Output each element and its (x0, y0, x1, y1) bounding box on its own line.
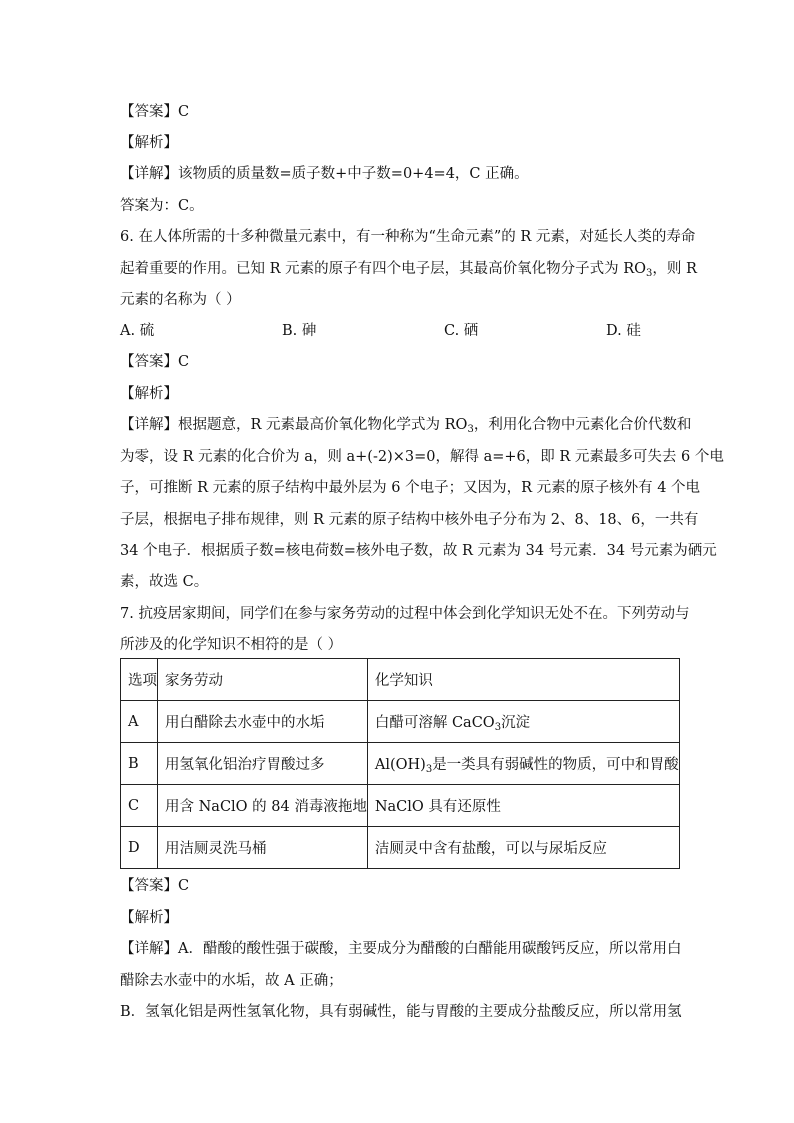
q6-option-a: A. 硫 (120, 323, 155, 339)
q6-detail-line-5: 34 个电子．根据质子数=核电荷数=核外电子数，故 R 元素为 34 号元素．34 号元素为硒元 (120, 543, 717, 559)
row-option: C (121, 785, 158, 827)
row-knowledge: NaClO 具有还原性 (367, 785, 679, 827)
q7-analysis-label: 【解析】 (120, 910, 178, 926)
table-row (121, 785, 680, 827)
q7-options-table (120, 658, 680, 869)
row-option: B (121, 743, 158, 785)
q7-answer: 【答案】C (120, 878, 190, 894)
row-knowledge: 洁厕灵中含有盐酸，可以与尿垢反应 (367, 827, 679, 869)
header-knowledge: 化学知识 (367, 659, 679, 701)
q6-stem-line-3: 元素的名称为（ ） (120, 292, 241, 308)
row-knowledge: $Al(OH)_3$是一类具有弱碱性的物质，可中和胃酸 (367, 743, 679, 785)
row-option: A (121, 701, 158, 743)
q5-answer: 【答案】C (120, 104, 190, 120)
row-labor: 用洁厕灵洗马桶 (158, 827, 368, 869)
q6-answer: 【答案】C (120, 354, 190, 370)
q7-detail-line-3: B．氢氧化铝是两性氢氧化物，具有弱碱性，能与胃酸的主要成分盐酸反应，所以常用氢 (120, 1004, 682, 1020)
q6-detail-line-3: 子，可推断 R 元素的原子结构中最外层为 6 个电子；又因为，R 元素的原子核外有 4 个电 (120, 480, 701, 496)
q6-option-c: C. 硒 (444, 323, 479, 339)
q5-answer-is: 答案为：C。 (120, 198, 204, 214)
q5-detail: 【详解】该物质的质量数=质子数+中子数=0+4=4，C 正确。 (120, 166, 529, 182)
table-row (121, 743, 680, 785)
header-labor: 家务劳动 (158, 659, 368, 701)
q6-analysis-label: 【解析】 (120, 386, 178, 402)
q6-stem-line-2: 起着重要的作用。已知 R 元素的原子有四个电子层，其最高价氧化物分子式为 $RO_3$，则 R (120, 261, 697, 279)
q7-detail-line-2: 醋除去水壶中的水垢，故 A 正确； (120, 973, 343, 989)
q6-detail-line-2: 为零，设 R 元素的化合价为 a，则 a+(-2)×3=0，解得 a=+6，即 R 元素最多可失去 6 个电 (120, 449, 724, 465)
row-labor: 用氢氧化铝治疗胃酸过多 (158, 743, 368, 785)
table-header-row (121, 659, 680, 701)
q6-stem-line-1: 6. 在人体所需的十多种微量元素中，有一种称为“生命元素”的 R 元素，对延长人类的寿命 (120, 229, 696, 245)
q5-analysis-label: 【解析】 (120, 135, 178, 151)
q7-stem-line-2: 所涉及的化学知识不相符的是（ ） (120, 637, 343, 653)
row-labor: 用白醋除去水壶中的水垢 (158, 701, 368, 743)
table-row (121, 701, 680, 743)
table-row (121, 827, 680, 869)
header-option: 选项 (121, 659, 158, 701)
q6-detail-line-6: 素，故选 C。 (120, 574, 209, 590)
q7-stem-line-1: 7. 抗疫居家期间，同学们在参与家务劳动的过程中体会到化学知识无处不在。下列劳动与 (120, 606, 690, 622)
row-knowledge: 白醋可溶解 CaCO$_3$沉淀 (367, 701, 679, 743)
q6-option-b: B. 砷 (282, 323, 317, 339)
q6-detail-line-1: 【详解】根据题意，R 元素最高价氧化物化学式为 $RO_3$，利用化合物中元素化合价代数和 (120, 417, 692, 435)
q6-option-d: D. 硅 (606, 323, 641, 339)
q6-detail-line-4: 子层，根据电子排布规律，则 R 元素的原子结构中核外电子分布为 2、8、18、6，一共有 (120, 512, 699, 528)
row-option: D (121, 827, 158, 869)
row-labor: 用含 NaClO 的 84 消毒液拖地 (158, 785, 368, 827)
q7-detail-line-1: 【详解】A．醋酸的酸性强于碳酸，主要成分为醋酸的白醋能用碳酸钙反应，所以常用白 (120, 941, 682, 957)
